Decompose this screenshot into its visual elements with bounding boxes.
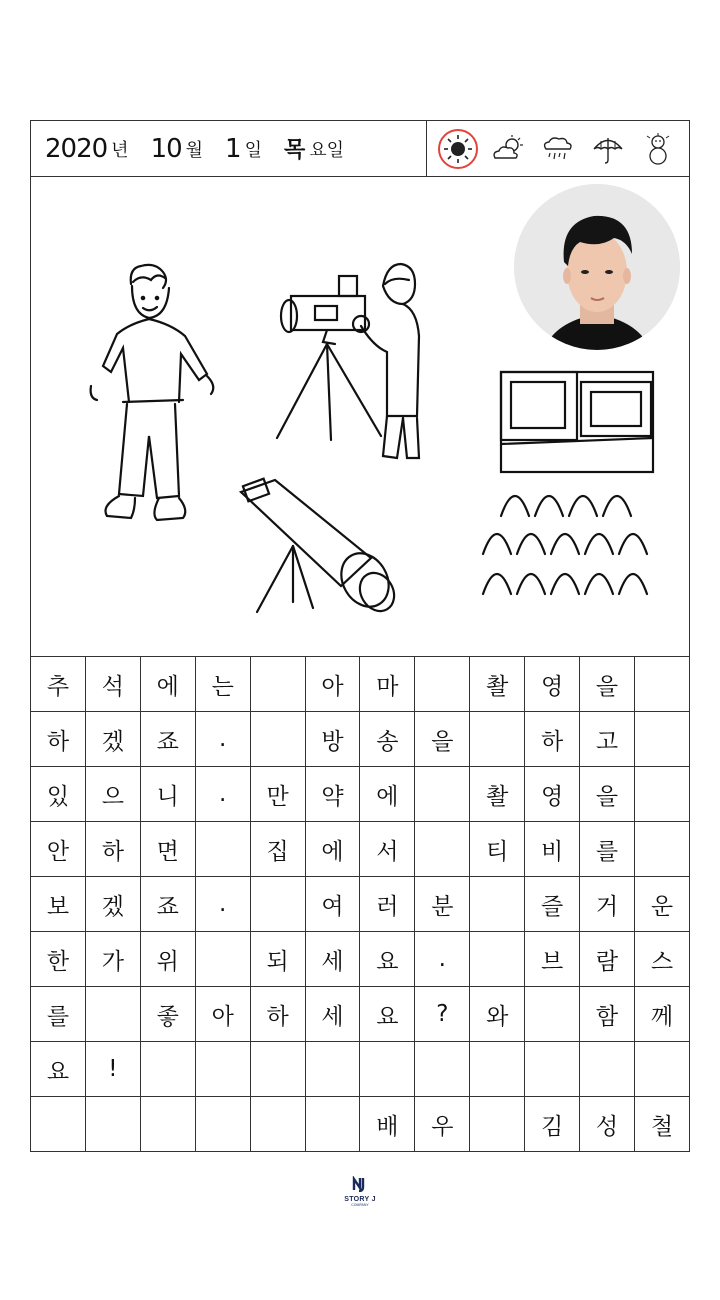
grid-cell: 죠 [140,712,195,767]
audience-member [483,574,511,594]
grid-cell: 고 [580,712,635,767]
grid-cell: 있 [31,767,86,822]
grid-cell: 를 [580,822,635,877]
grid-cell [634,767,689,822]
grid-cell: 아 [305,657,360,712]
grid-cell: 추 [31,657,86,712]
grid-cell: 면 [140,822,195,877]
audience-member [483,534,511,554]
grid-cell: 집 [250,822,305,877]
grid-cell: 보 [31,877,86,932]
grid-cell: 께 [634,987,689,1042]
storyj-logo [335,1176,385,1207]
diary-header [30,120,690,177]
grid-cell: 석 [85,657,140,712]
grid-cell [250,877,305,932]
grid-cell [634,1042,689,1097]
grid-row [31,657,690,712]
weekday-value: 목 [283,138,306,163]
grid-cell: 에 [360,767,415,822]
storyj-logo-icon [351,1176,369,1192]
grid-cell: 겠 [85,877,140,932]
date-section [31,121,427,176]
grid-cell: 을 [580,767,635,822]
audience-member [551,574,579,594]
grid-cell: 되 [250,932,305,987]
grid-cell [140,1042,195,1097]
grid-cell: 철 [634,1097,689,1152]
telescope-drawing [241,479,401,618]
grid-cell: 러 [360,877,415,932]
grid-cell: 김 [525,1097,580,1152]
grid-cell [634,822,689,877]
grid-cell: 하 [31,712,86,767]
grid-cell: . [195,767,250,822]
grid-cell [634,657,689,712]
grid-cell: 요 [360,932,415,987]
audience-member [619,574,647,594]
grid-cell [250,1042,305,1097]
audience-member [501,496,529,516]
year-unit: 년 [111,139,129,161]
grid-cell: 을 [415,712,470,767]
logo-name: STORY J [344,1196,376,1203]
grid-cell: 좋 [140,987,195,1042]
grid-cell [580,1042,635,1097]
audience-member [585,534,613,554]
grid-cell [360,1042,415,1097]
grid-cell: 배 [360,1097,415,1152]
actor-portrait [514,184,680,350]
grid-cell [305,1097,360,1152]
grid-cell [470,1097,525,1152]
audience-member [569,496,597,516]
grid-cell: ? [415,987,470,1042]
grid-cell: 으 [85,767,140,822]
grid-cell: 와 [470,987,525,1042]
month-unit: 월 [185,139,204,161]
grid-cell: 촬 [470,767,525,822]
grid-cell: 거 [580,877,635,932]
grid-cell: 죠 [140,877,195,932]
audience-member [619,534,647,554]
grid-cell [525,1042,580,1097]
grid-cell [470,932,525,987]
grid-row [31,767,690,822]
grid-cell [470,712,525,767]
weather-selector [427,121,689,176]
grid-cell: 세 [305,987,360,1042]
grid-cell: 람 [580,932,635,987]
grid-cell [415,767,470,822]
audience-member [535,496,563,516]
grid-cell [470,1042,525,1097]
grid-row [31,1097,690,1152]
grid-cell [250,1097,305,1152]
grid-cell: 마 [360,657,415,712]
grid-cell: 약 [305,767,360,822]
umbrella-icon[interactable] [588,129,628,169]
grid-cell: 송 [360,712,415,767]
grid-cell: 하 [85,822,140,877]
grid-cell: 겠 [85,712,140,767]
weekday-unit: 요일 [309,139,345,161]
audience-member [517,534,545,554]
grid-cell [195,932,250,987]
partly-cloudy-icon[interactable] [488,129,528,169]
grid-cell: 함 [580,987,635,1042]
snowman-icon[interactable] [638,129,678,169]
grid-cell: 하 [250,987,305,1042]
audience-member [585,574,613,594]
grid-cell: 분 [415,877,470,932]
year-value: 2020 [45,133,108,164]
audience-drawing [483,496,647,594]
grid-cell: 요 [360,987,415,1042]
grid-cell [525,987,580,1042]
grid-cell: 요 [31,1042,86,1097]
grid-cell: 우 [415,1097,470,1152]
grid-cell [195,1097,250,1152]
grid-cell [305,1042,360,1097]
grid-cell: 가 [85,932,140,987]
writing-grid [30,656,690,1152]
day-unit: 일 [244,139,262,161]
grid-cell [415,657,470,712]
grid-cell: 만 [250,767,305,822]
grid-cell: 성 [580,1097,635,1152]
month-value: 10 [150,133,182,164]
rain-icon[interactable] [538,129,578,169]
grid-cell [85,987,140,1042]
grid-cell: 비 [525,822,580,877]
grid-row [31,987,690,1042]
grid-cell: . [195,712,250,767]
grid-cell: 운 [634,877,689,932]
grid-cell [415,822,470,877]
grid-cell: 를 [31,987,86,1042]
audience-member [603,496,631,516]
grid-row [31,822,690,877]
grid-cell: 촬 [470,657,525,712]
grid-cell: . [195,877,250,932]
grid-cell [31,1097,86,1152]
grid-cell: 영 [525,767,580,822]
audience-member [551,534,579,554]
grid-cell [470,877,525,932]
grid-cell: 스 [634,932,689,987]
grid-cell: 서 [360,822,415,877]
grid-cell: 니 [140,767,195,822]
grid-cell: 여 [305,877,360,932]
grid-cell: 즐 [525,877,580,932]
grid-cell: 위 [140,932,195,987]
grid-cell: 을 [580,657,635,712]
grid-cell: 티 [470,822,525,877]
grid-cell [195,822,250,877]
grid-cell [250,712,305,767]
drawing-area [30,176,690,656]
grid-row [31,877,690,932]
grid-row [31,932,690,987]
grid-row [31,712,690,767]
grid-cell [415,1042,470,1097]
sunny-icon[interactable] [438,129,478,169]
grid-cell [634,712,689,767]
grid-cell: 는 [195,657,250,712]
grid-cell: 아 [195,987,250,1042]
grid-row [31,1042,690,1097]
grid-cell: 방 [305,712,360,767]
grid-cell [250,657,305,712]
grid-cell: ! [85,1042,140,1097]
grid-cell: 에 [305,822,360,877]
grid-cell [140,1097,195,1152]
grid-cell: 하 [525,712,580,767]
logo-sub: COMPANY [351,1203,369,1207]
grid-cell [85,1097,140,1152]
person-drawing [91,265,214,520]
grid-cell: 에 [140,657,195,712]
grid-cell: . [415,932,470,987]
camera-operator-drawing [277,264,419,458]
grid-cell [195,1042,250,1097]
grid-cell: 안 [31,822,86,877]
grid-cell: 영 [525,657,580,712]
grid-cell: 브 [525,932,580,987]
grid-cell: 세 [305,932,360,987]
audience-member [517,574,545,594]
grid-cell: 한 [31,932,86,987]
stage-drawing [501,372,653,472]
day-value: 1 [225,133,241,164]
